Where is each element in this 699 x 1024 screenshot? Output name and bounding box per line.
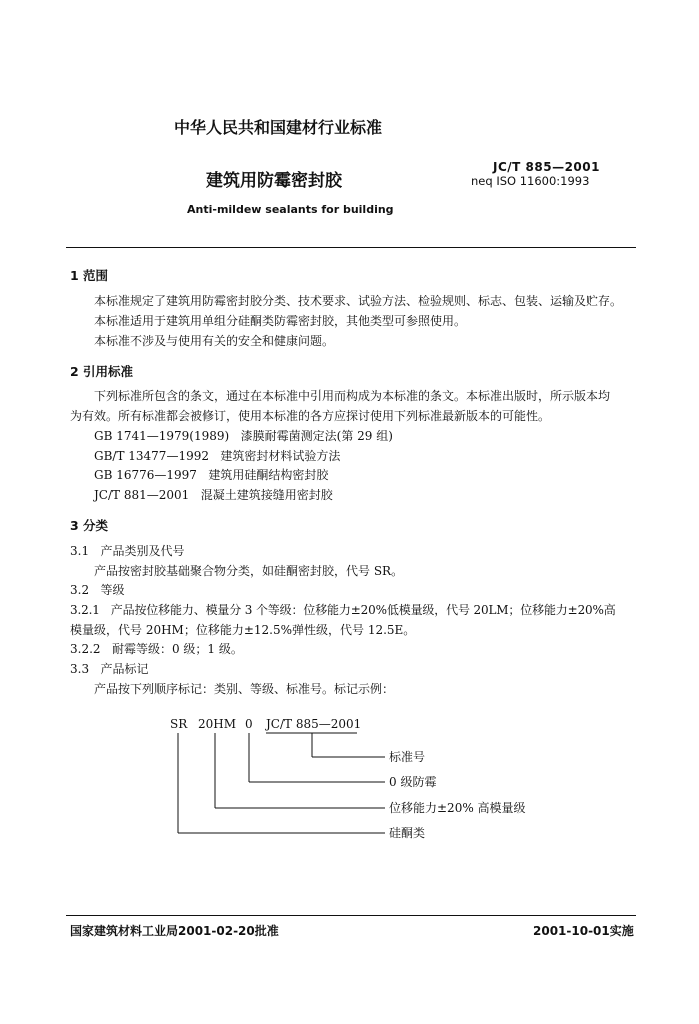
reference-item: GB 1741—1979(1989) 漆膜耐霉菌测定法(第 29 组) xyxy=(94,429,393,443)
clause-3-2-1-line-1: 3.2.1 产品按位移能力、模量分 3 个等级：位移能力±20%低模量级，代号 20LM；位移能力±20%高 xyxy=(70,603,616,617)
issuing-authority: 中华人民共和国建材行业标准 xyxy=(174,118,383,137)
marking-code-mildew-level: 0 xyxy=(245,717,253,731)
section-1-line-2: 本标准适用于建筑用单组分硅酮类防霉密封胶，其他类型可参照使用。 xyxy=(94,314,467,328)
marking-code-category: SR xyxy=(170,717,188,731)
footer-rule xyxy=(66,915,636,916)
approval-date: 国家建筑材料工业局2001-02-20批准 xyxy=(70,924,279,938)
marking-label-standard: 标准号 xyxy=(389,750,426,764)
reference-item: JC/T 881—2001 混凝土建筑接缝用密封胶 xyxy=(94,488,333,502)
implementation-date: 2001-10-01实施 xyxy=(533,924,634,938)
document-title: 建筑用防霉密封胶 xyxy=(206,171,342,191)
standard-number: JC/T 885—2001 xyxy=(493,160,600,174)
standard-equivalence: neq ISO 11600:1993 xyxy=(471,174,590,188)
clause-3-2-2: 3.2.2 耐霉等级：0 级；1 级。 xyxy=(70,642,243,656)
subsection-3-1-text: 产品按密封胶基础聚合物分类，如硅酮密封胶，代号 SR。 xyxy=(94,564,404,578)
clause-3-2-1-line-2: 模量级，代号 20HM；位移能力±12.5%弹性级，代号 12.5E。 xyxy=(70,623,416,637)
marking-label-mildew-level: 0 级防霉 xyxy=(389,775,437,789)
reference-item: GB/T 13477—1992 建筑密封材料试验方法 xyxy=(94,449,341,463)
subsection-3-2-heading: 3.2 等级 xyxy=(70,583,125,597)
subsection-3-3-text: 产品按下列顺序标记：类别、等级、标准号。标记示例： xyxy=(94,682,395,696)
marking-label-category: 硅酮类 xyxy=(389,826,426,840)
subsection-3-1-heading: 3.1 产品类别及代号 xyxy=(70,544,185,558)
marking-code-standard: JC/T 885—2001 xyxy=(266,717,362,731)
section-2-intro-line-1: 下列标准所包含的条文，通过在本标准中引用而构成为本标准的条文。本标准出版时，所示版本均 xyxy=(94,389,611,403)
subsection-3-3-heading: 3.3 产品标记 xyxy=(70,662,149,676)
section-3-heading: 3 分类 xyxy=(70,518,109,533)
reference-item: GB 16776—1997 建筑用硅酮结构密封胶 xyxy=(94,468,329,482)
marking-code-grade: 20HM xyxy=(198,717,237,731)
marking-label-grade: 位移能力±20% 高模量级 xyxy=(389,801,526,815)
english-title: Anti-mildew sealants for building xyxy=(187,203,394,216)
section-1-line-3: 本标准不涉及与使用有关的安全和健康问题。 xyxy=(94,334,335,348)
section-1-line-1: 本标准规定了建筑用防霉密封胶分类、技术要求、试验方法、检验规则、标志、包装、运输及贮存。 xyxy=(94,294,623,308)
section-2-intro-line-2: 为有效。所有标准都会被修订，使用本标准的各方应探讨使用下列标准最新版本的可能性。 xyxy=(70,409,551,423)
section-1-heading: 1 范围 xyxy=(70,268,109,283)
section-2-heading: 2 引用标准 xyxy=(70,364,134,379)
